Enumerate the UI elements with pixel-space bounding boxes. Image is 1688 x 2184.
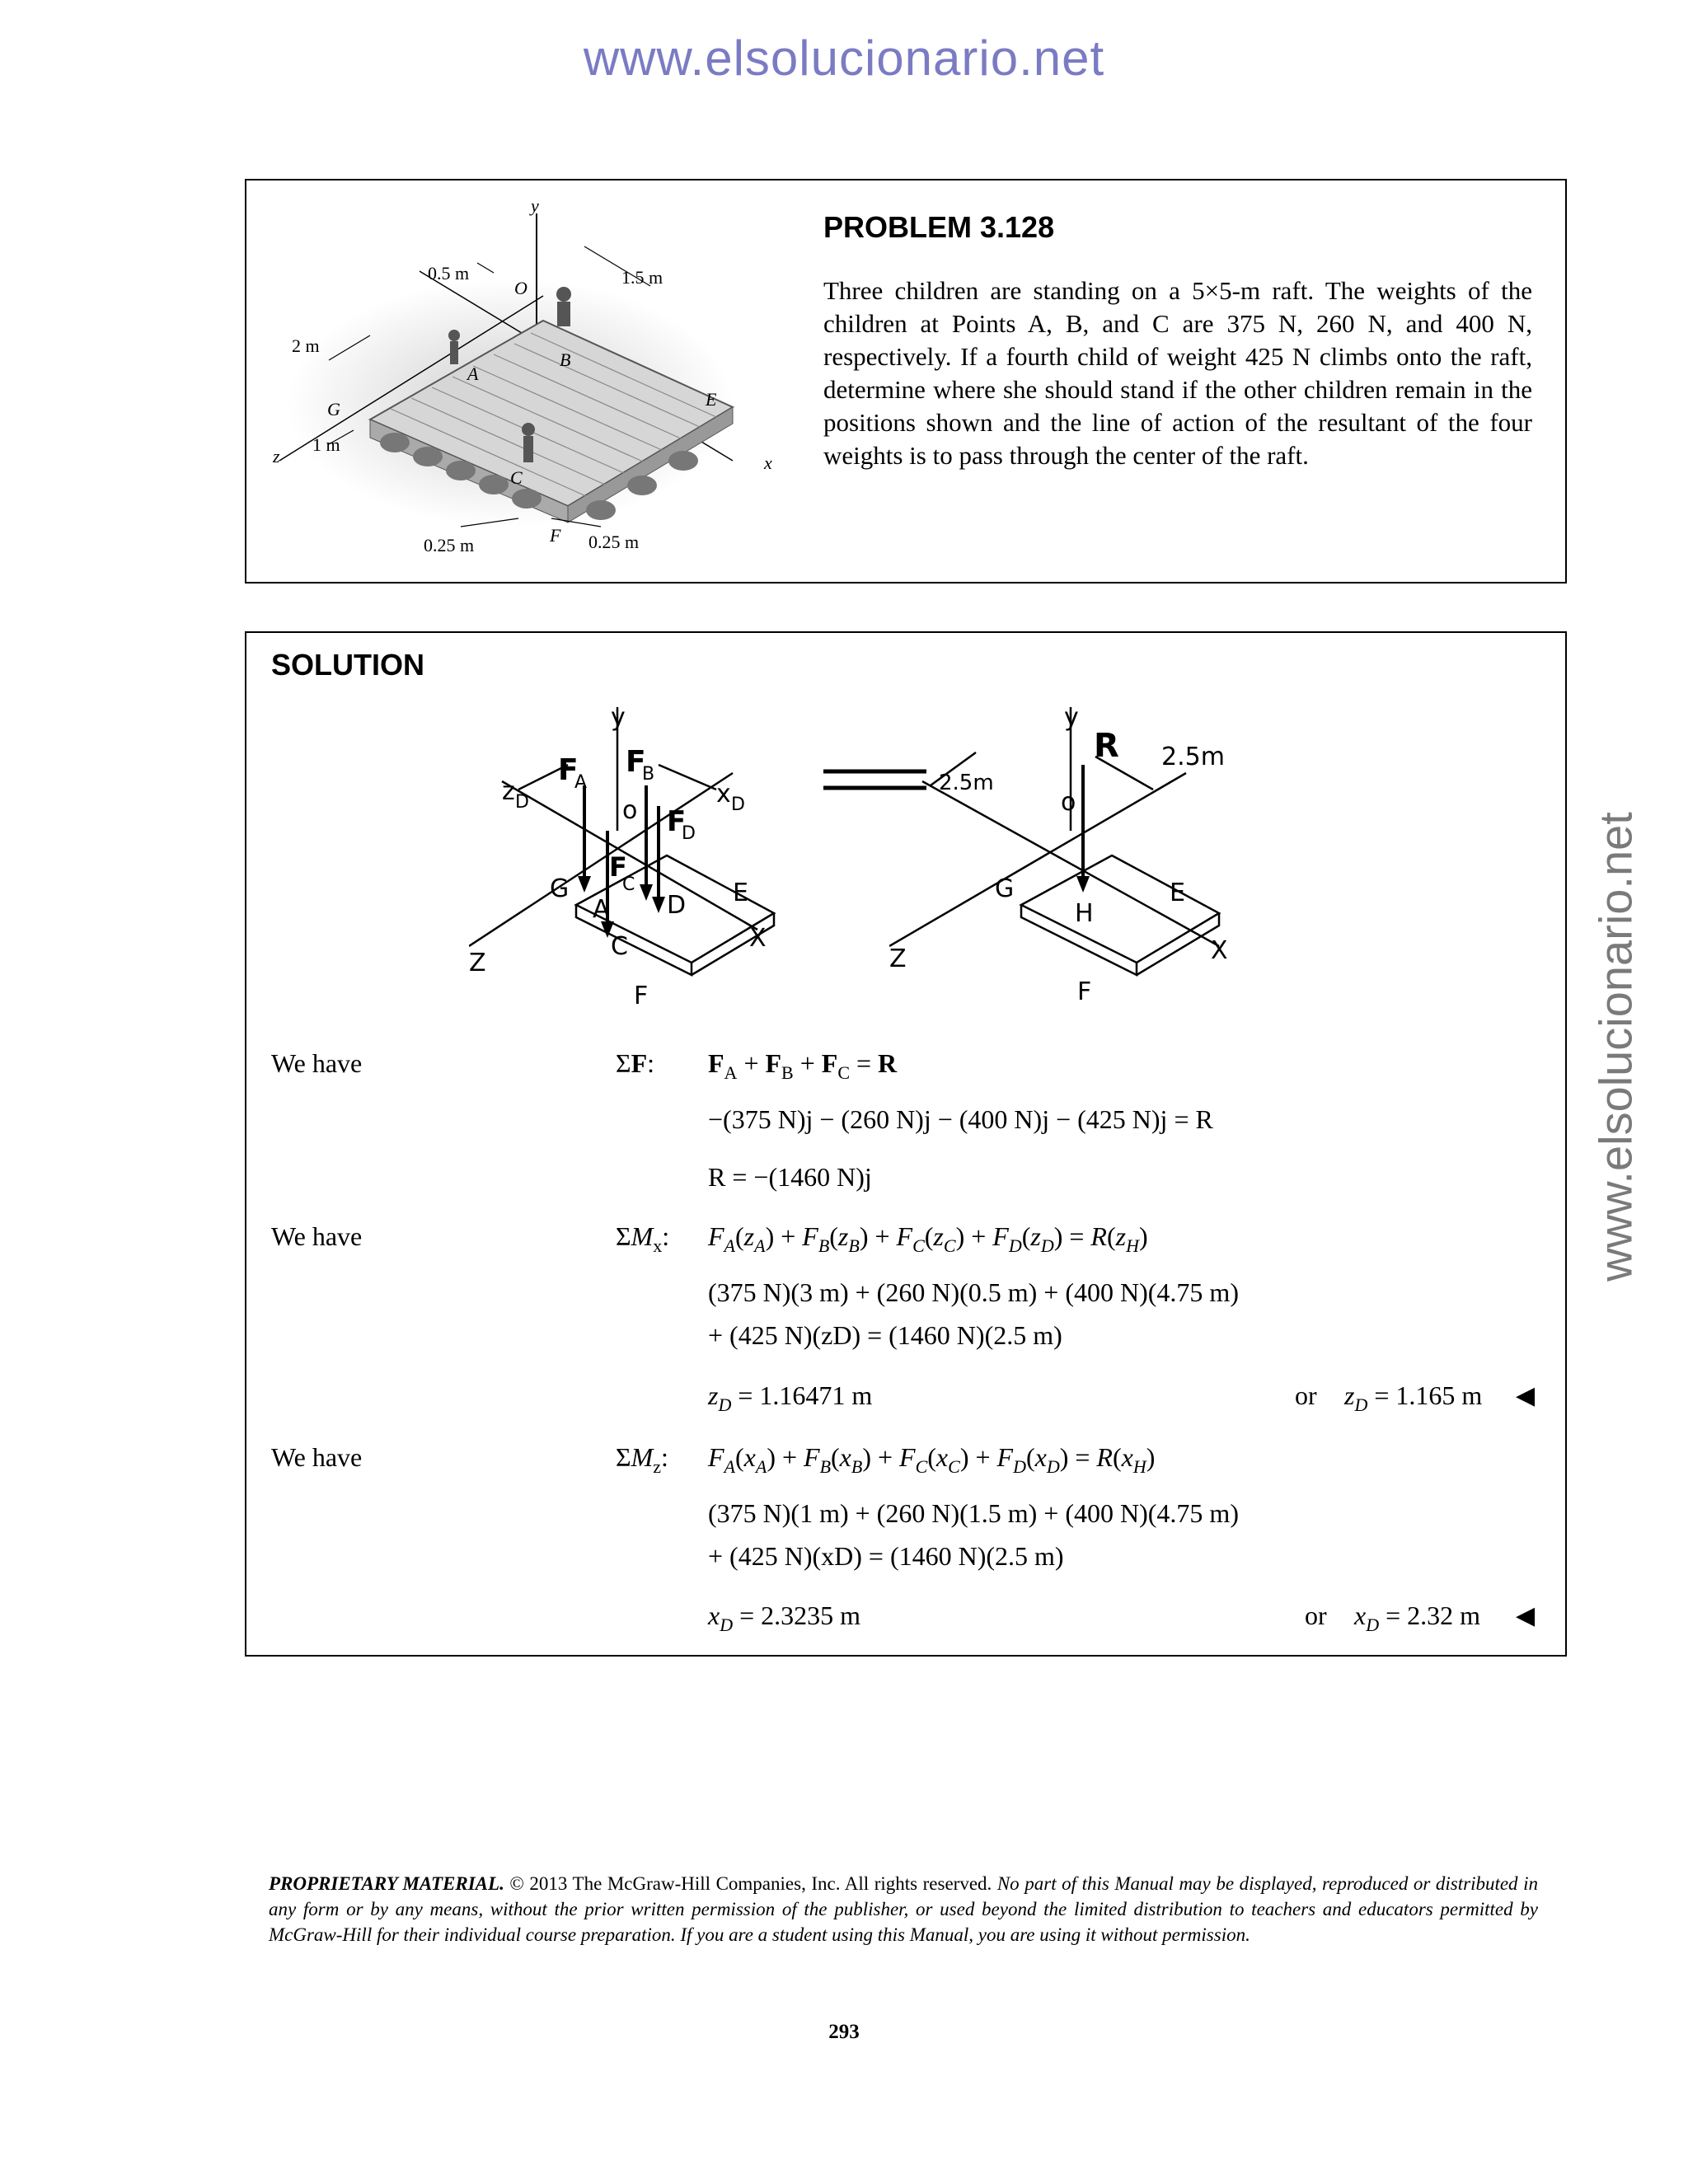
right-Z-label: Z — [889, 944, 907, 973]
right-R-label: R — [1094, 727, 1119, 765]
solution-box — [245, 631, 1567, 1657]
fig-label-z: z — [273, 446, 280, 466]
left-E-label: E — [733, 879, 748, 907]
right-E-label: E — [1170, 879, 1185, 907]
left-A-label: A — [593, 895, 610, 924]
xD-value: 2.3235 m — [761, 1601, 861, 1630]
right-H-label: H — [1075, 899, 1094, 928]
left-F-label: F — [634, 982, 649, 1010]
eq-sum-mz: $F_A(x_A) + F_B(x_B) + F_C(x_C) + F_D(x_D) = R(x_H)$ — [708, 1442, 1156, 1477]
left-zD-sub: D — [515, 792, 529, 813]
left-FB-label: F — [626, 745, 646, 779]
right-dist-z-label: 2.5m — [939, 771, 994, 795]
left-O-label: o — [622, 796, 638, 825]
eq-xD-value: $x_D = 2.3235$ m — [708, 1601, 861, 1635]
fig-dim-05: 0.5 m — [428, 263, 470, 284]
xD-answer: $x_D = 2.32$ m — [1354, 1601, 1481, 1635]
fig-label-E: E — [706, 389, 717, 410]
watermark-top: www.elsolucionario.net — [583, 30, 1105, 86]
resultant-diagram-right — [889, 707, 1301, 1020]
problem-text: Three children are standing on a 5×5-m raft. The weights of the children at Points A, B, and C are 375 N, 260 N, and 400 N, respectively. If a fourth child of weight 425 N climbs onto the raft, determine where she should stand if the other children remain in the positions shown and the line of action of the resultant of the four weights is to pass through the center of the raft. — [823, 276, 1532, 470]
eq-mx-numeric-1: (375 N)(3 m) + (260 N)(0.5 m) + (400 N)(4.75 m) — [708, 1277, 1239, 1307]
raft-figure — [271, 197, 799, 560]
watermark-side: www.elsolucionario.net — [1589, 812, 1642, 1282]
eq-sum-mx: $F_A(z_A) + F_B(z_B) + F_C(z_C) + F_D(z_D) = R(z_H)$ — [708, 1221, 1148, 1256]
solution-title: SOLUTION — [271, 648, 424, 682]
right-y-label: y — [1064, 707, 1079, 732]
eq-mz-numeric-2: + (425 N)(xD) = (1460 N)(2.5 m) — [708, 1541, 1064, 1571]
zD-answer-value: 1.165 m — [1395, 1380, 1483, 1410]
eq-sum-forces: $F_A + F_B + F_C = R$ — [708, 1048, 898, 1083]
problem-title: PROBLEM 3.128 — [823, 210, 1055, 244]
left-FA-sub: A — [574, 772, 588, 793]
footer-italic: No part of this Manual may be displayed, reproduced or distributed in any form or by any means, without the prior written permission of the publisher, or used beyond the limited distribution to teachers and educators permitted by McGraw-Hill for their individual course preparation. If you are a student using this Manual, you are using it without permission. — [269, 1873, 1539, 1945]
left-FC-sub: C — [622, 874, 635, 895]
fig-dim-1: 1 m — [312, 434, 340, 455]
fig-label-F: F — [550, 525, 561, 546]
page-number: 293 — [828, 2021, 860, 2043]
sum-mz-label: $\Sigma M_z$: — [616, 1442, 668, 1477]
right-dist-x-label: 2.5m — [1161, 743, 1225, 771]
left-FB-sub: B — [642, 764, 655, 785]
eq-resultant: R = −(1460 N)j — [708, 1162, 872, 1192]
eq-mx-numeric-2: + (425 N)(zD) = (1460 N)(2.5 m) — [708, 1320, 1062, 1350]
sum-forces-label: ΣF: — [616, 1048, 655, 1078]
free-body-diagram-left — [469, 707, 881, 1020]
right-X-label: X — [1211, 936, 1228, 965]
left-FA-label: F — [558, 753, 579, 787]
we-have-1: We have — [271, 1048, 363, 1078]
footer-normal: © 2013 The McGraw-Hill Companies, Inc. All rights reserved. — [504, 1873, 992, 1894]
left-xD-sub: D — [731, 794, 745, 815]
left-D-label: D — [667, 891, 687, 920]
copyright-footer — [269, 1871, 1538, 1947]
zD-value: 1.16471 m — [759, 1380, 873, 1410]
left-FC-label: F — [609, 851, 627, 883]
fig-label-G: G — [327, 399, 340, 419]
zD-answer: $z_D = 1.165$ m — [1344, 1380, 1483, 1415]
we-have-2: We have — [271, 1221, 363, 1251]
sum-mx-label: $\Sigma M_x$: — [616, 1221, 670, 1256]
left-FD-sub: D — [682, 823, 696, 844]
fig-label-C: C — [510, 467, 523, 488]
eq-zD-value: $z_D = 1.16471$ m — [708, 1380, 873, 1415]
fig-dim-025b: 0.25 m — [588, 532, 640, 552]
answer-marker-1-icon: ◀ — [1516, 1382, 1536, 1409]
left-y-label: y — [611, 707, 626, 732]
left-xD-label: x — [716, 780, 731, 808]
left-X-label: X — [749, 924, 767, 953]
fig-dim-15: 1.5 m — [621, 267, 663, 288]
right-G-label: G — [995, 874, 1015, 903]
answer-marker-2-icon: ◀ — [1516, 1602, 1536, 1629]
eq-mz-numeric-1: (375 N)(1 m) + (260 N)(1.5 m) + (400 N)(4.75 m) — [708, 1498, 1239, 1528]
fig-label-A: A — [467, 363, 479, 384]
fig-label-O: O — [514, 278, 528, 298]
fig-dim-2: 2 m — [292, 335, 320, 356]
left-G-label: G — [550, 874, 570, 903]
fig-label-x: x — [764, 452, 772, 473]
left-Z-label: Z — [469, 949, 486, 977]
left-FD-label: F — [667, 805, 687, 838]
or-2: or — [1305, 1601, 1327, 1630]
problem-box — [245, 179, 1567, 583]
left-C-label: C — [611, 932, 628, 961]
we-have-3: We have — [271, 1442, 363, 1472]
fig-dim-025a: 0.25 m — [424, 535, 475, 555]
right-F-label: F — [1077, 977, 1092, 1006]
right-O-label: o — [1061, 788, 1076, 817]
fig-label-B: B — [560, 349, 571, 370]
left-zD-label: z — [502, 777, 515, 806]
fig-label-y: y — [531, 197, 539, 216]
footer-bold: PROPRIETARY MATERIAL. — [269, 1873, 504, 1894]
eq-forces-numeric: −(375 N)j − (260 N)j − (400 N)j − (425 N)j = R — [708, 1104, 1213, 1134]
or-1: or — [1295, 1380, 1317, 1410]
xD-answer-value: 2.32 m — [1407, 1601, 1481, 1630]
